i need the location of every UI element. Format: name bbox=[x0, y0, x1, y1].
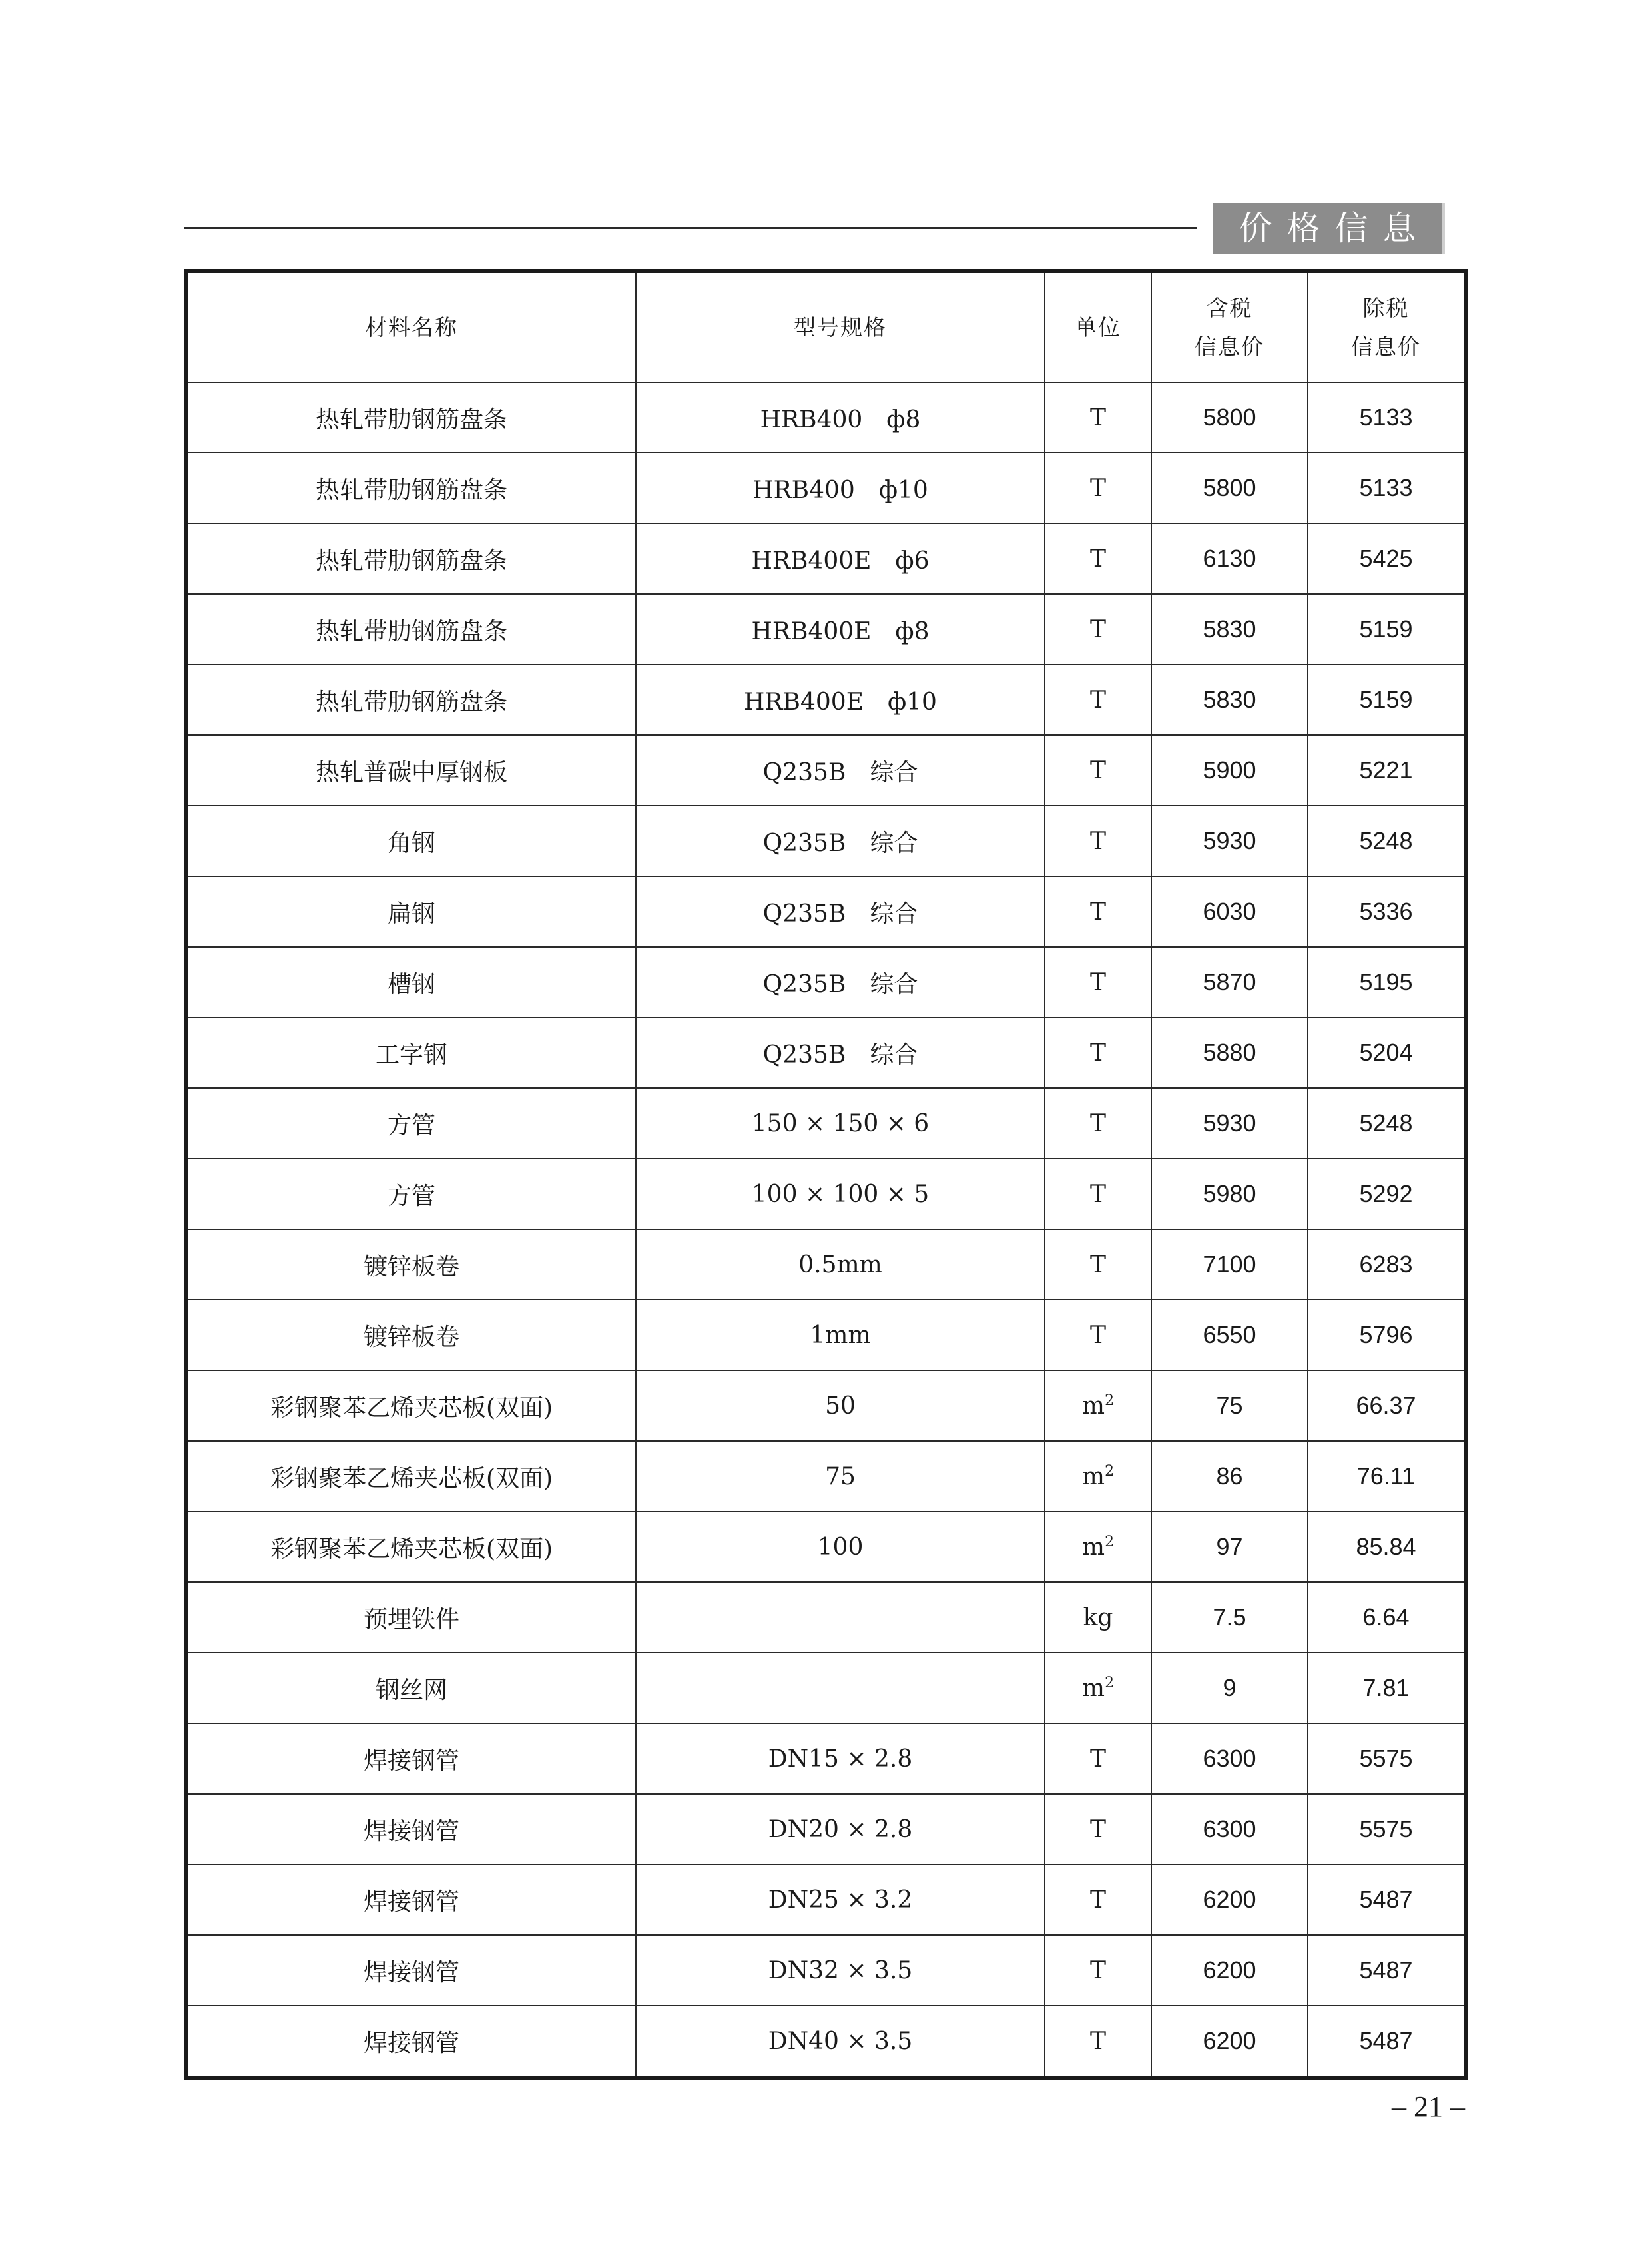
unit-cell bbox=[1045, 594, 1151, 665]
unit-label: T bbox=[1089, 1956, 1106, 1984]
table-row bbox=[186, 1512, 1466, 1582]
unit-cell bbox=[1045, 1512, 1151, 1582]
unit-label: T bbox=[1089, 1109, 1106, 1137]
material-name-cell: 扁钢 bbox=[186, 876, 636, 947]
unit-cell bbox=[1045, 1441, 1151, 1512]
column-header-tax-excl-line2: 信息价 bbox=[1351, 333, 1421, 360]
tax-incl-price-cell: 6300 bbox=[1151, 1723, 1308, 1794]
tax-incl-price-cell: 5830 bbox=[1151, 665, 1308, 735]
spec-cell: HRB400E ф8 bbox=[636, 594, 1045, 665]
unit-cell bbox=[1045, 1723, 1151, 1794]
header-rule bbox=[184, 227, 1197, 229]
tax-excl-price-cell: 5159 bbox=[1308, 665, 1466, 735]
unit-cell bbox=[1045, 1935, 1151, 2006]
material-name-cell: 焊接钢管 bbox=[186, 1935, 636, 2006]
tax-excl-price-cell: 5487 bbox=[1308, 1864, 1466, 1935]
unit-cell bbox=[1045, 1582, 1151, 1653]
spec-cell: Q235B 综合 bbox=[636, 876, 1045, 947]
column-header-unit bbox=[1045, 271, 1151, 382]
table-row bbox=[186, 453, 1466, 523]
tax-incl-price-cell: 7.5 bbox=[1151, 1582, 1308, 1653]
table-row bbox=[186, 1441, 1466, 1512]
tax-excl-price-cell: 6283 bbox=[1308, 1229, 1466, 1300]
price-table bbox=[184, 269, 1468, 2080]
table-row bbox=[186, 1017, 1466, 1088]
material-name-cell: 焊接钢管 bbox=[186, 1864, 636, 1935]
material-name-cell: 彩钢聚苯乙烯夹芯板(双面) bbox=[186, 1370, 636, 1441]
table-row bbox=[186, 1582, 1466, 1653]
column-header-tax-excl-price bbox=[1308, 271, 1466, 382]
tax-excl-price-cell: 5487 bbox=[1308, 2006, 1466, 2078]
unit-cell bbox=[1045, 947, 1151, 1017]
material-name-cell: 工字钢 bbox=[186, 1017, 636, 1088]
table-row bbox=[186, 594, 1466, 665]
unit-label: T bbox=[1089, 404, 1106, 431]
table-body bbox=[186, 382, 1466, 2078]
tax-incl-price-cell: 6200 bbox=[1151, 1864, 1308, 1935]
column-header-name-label: 材料名称 bbox=[365, 314, 458, 340]
material-name-cell: 彩钢聚苯乙烯夹芯板(双面) bbox=[186, 1512, 636, 1582]
table-row bbox=[186, 1794, 1466, 1864]
unit-cell bbox=[1045, 665, 1151, 735]
tax-excl-price-cell: 5133 bbox=[1308, 453, 1466, 523]
tax-excl-price-cell: 76.11 bbox=[1308, 1441, 1466, 1512]
spec-cell: 1mm bbox=[636, 1300, 1045, 1370]
table-row bbox=[186, 947, 1466, 1017]
unit-label: T bbox=[1089, 474, 1106, 502]
unit-cell bbox=[1045, 1794, 1151, 1864]
unit-label: T bbox=[1089, 898, 1106, 926]
material-name-cell: 焊接钢管 bbox=[186, 1723, 636, 1794]
table-row bbox=[186, 382, 1466, 453]
spec-cell: Q235B 综合 bbox=[636, 735, 1045, 806]
tax-incl-price-cell: 6200 bbox=[1151, 2006, 1308, 2078]
unit-label: m bbox=[1081, 1674, 1105, 1702]
unit-label: T bbox=[1089, 1815, 1106, 1843]
tax-excl-price-cell: 5248 bbox=[1308, 1088, 1466, 1159]
tax-incl-price-cell: 5830 bbox=[1151, 594, 1308, 665]
unit-cell bbox=[1045, 1159, 1151, 1229]
material-name-cell: 热轧带肋钢筋盘条 bbox=[186, 523, 636, 594]
tax-excl-price-cell: 5336 bbox=[1308, 876, 1466, 947]
tax-incl-price-cell: 6550 bbox=[1151, 1300, 1308, 1370]
material-name-cell: 预埋铁件 bbox=[186, 1582, 636, 1653]
spec-cell bbox=[636, 1582, 1045, 1653]
column-header-spec-label: 型号规格 bbox=[794, 314, 887, 340]
table-row bbox=[186, 1229, 1466, 1300]
column-header-spec bbox=[636, 271, 1045, 382]
material-name-cell: 热轧带肋钢筋盘条 bbox=[186, 594, 636, 665]
tax-incl-price-cell: 6130 bbox=[1151, 523, 1308, 594]
tax-excl-price-cell: 5204 bbox=[1308, 1017, 1466, 1088]
column-header-tax-incl-line1: 含税 bbox=[1206, 294, 1253, 321]
spec-cell: Q235B 综合 bbox=[636, 947, 1045, 1017]
unit-cell bbox=[1045, 735, 1151, 806]
tax-incl-price-cell: 6300 bbox=[1151, 1794, 1308, 1864]
unit-cell bbox=[1045, 876, 1151, 947]
table-row bbox=[186, 1088, 1466, 1159]
material-name-cell: 热轧带肋钢筋盘条 bbox=[186, 382, 636, 453]
tax-excl-price-cell: 7.81 bbox=[1308, 1653, 1466, 1723]
unit-exponent: 2 bbox=[1105, 1674, 1115, 1691]
spec-cell bbox=[636, 1653, 1045, 1723]
unit-cell bbox=[1045, 382, 1151, 453]
tax-incl-price-cell: 7100 bbox=[1151, 1229, 1308, 1300]
table-header-row bbox=[186, 271, 1466, 382]
tax-excl-price-cell: 5425 bbox=[1308, 523, 1466, 594]
unit-label: T bbox=[1089, 1180, 1106, 1208]
unit-label: T bbox=[1089, 615, 1106, 643]
spec-cell: Q235B 综合 bbox=[636, 1017, 1045, 1088]
unit-cell bbox=[1045, 523, 1151, 594]
unit-cell bbox=[1045, 806, 1151, 876]
material-name-cell: 方管 bbox=[186, 1088, 636, 1159]
material-name-cell: 热轧带肋钢筋盘条 bbox=[186, 453, 636, 523]
material-name-cell: 方管 bbox=[186, 1159, 636, 1229]
unit-cell bbox=[1045, 1370, 1151, 1441]
material-name-cell: 热轧普碳中厚钢板 bbox=[186, 735, 636, 806]
tax-incl-price-cell: 6200 bbox=[1151, 1935, 1308, 2006]
spec-cell: DN25 × 3.2 bbox=[636, 1864, 1045, 1935]
table-row bbox=[186, 806, 1466, 876]
tax-excl-price-cell: 85.84 bbox=[1308, 1512, 1466, 1582]
spec-cell: DN20 × 2.8 bbox=[636, 1794, 1045, 1864]
column-header-tax-incl-price bbox=[1151, 271, 1308, 382]
spec-cell: DN40 × 3.5 bbox=[636, 2006, 1045, 2078]
tax-excl-price-cell: 5195 bbox=[1308, 947, 1466, 1017]
table-row bbox=[186, 1723, 1466, 1794]
tax-incl-price-cell: 5900 bbox=[1151, 735, 1308, 806]
unit-label: T bbox=[1089, 1321, 1106, 1349]
tax-excl-price-cell: 5292 bbox=[1308, 1159, 1466, 1229]
material-name-cell: 镀锌板卷 bbox=[186, 1300, 636, 1370]
material-name-cell: 镀锌板卷 bbox=[186, 1229, 636, 1300]
unit-exponent: 2 bbox=[1105, 1533, 1115, 1550]
unit-label: T bbox=[1089, 545, 1106, 573]
tax-incl-price-cell: 97 bbox=[1151, 1512, 1308, 1582]
table-row bbox=[186, 1159, 1466, 1229]
tax-incl-price-cell: 9 bbox=[1151, 1653, 1308, 1723]
spec-cell: 100 bbox=[636, 1512, 1045, 1582]
table-row bbox=[186, 1370, 1466, 1441]
tax-excl-price-cell: 5221 bbox=[1308, 735, 1466, 806]
unit-label: T bbox=[1089, 2027, 1106, 2055]
tax-excl-price-cell: 5133 bbox=[1308, 382, 1466, 453]
tax-excl-price-cell: 5575 bbox=[1308, 1794, 1466, 1864]
tax-excl-price-cell: 6.64 bbox=[1308, 1582, 1466, 1653]
spec-cell: Q235B 综合 bbox=[636, 806, 1045, 876]
page-number: – 21 – bbox=[1392, 2090, 1465, 2123]
unit-cell bbox=[1045, 1653, 1151, 1723]
spec-cell: 100 × 100 × 5 bbox=[636, 1159, 1045, 1229]
tax-excl-price-cell: 5796 bbox=[1308, 1300, 1466, 1370]
unit-cell bbox=[1045, 1864, 1151, 1935]
tax-incl-price-cell: 86 bbox=[1151, 1441, 1308, 1512]
material-name-cell: 焊接钢管 bbox=[186, 1794, 636, 1864]
spec-cell: 50 bbox=[636, 1370, 1045, 1441]
tax-excl-price-cell: 66.37 bbox=[1308, 1370, 1466, 1441]
tax-incl-price-cell: 5930 bbox=[1151, 806, 1308, 876]
tax-excl-price-cell: 5487 bbox=[1308, 1935, 1466, 2006]
unit-cell bbox=[1045, 453, 1151, 523]
material-name-cell: 钢丝网 bbox=[186, 1653, 636, 1723]
table-row bbox=[186, 735, 1466, 806]
unit-label: m bbox=[1081, 1533, 1105, 1561]
spec-cell: 75 bbox=[636, 1441, 1045, 1512]
material-name-cell: 焊接钢管 bbox=[186, 2006, 636, 2078]
column-header-unit-label: 单位 bbox=[1075, 314, 1121, 340]
material-name-cell: 角钢 bbox=[186, 806, 636, 876]
material-name-cell: 槽钢 bbox=[186, 947, 636, 1017]
material-name-cell: 热轧带肋钢筋盘条 bbox=[186, 665, 636, 735]
unit-label: T bbox=[1089, 686, 1106, 714]
tax-incl-price-cell: 6030 bbox=[1151, 876, 1308, 947]
column-header-tax-incl-line2: 信息价 bbox=[1195, 333, 1264, 360]
table-row bbox=[186, 523, 1466, 594]
unit-cell bbox=[1045, 1300, 1151, 1370]
unit-label: T bbox=[1089, 1886, 1106, 1914]
unit-exponent: 2 bbox=[1105, 1392, 1115, 1409]
table-row bbox=[186, 1300, 1466, 1370]
tax-incl-price-cell: 5980 bbox=[1151, 1159, 1308, 1229]
table-row bbox=[186, 665, 1466, 735]
table-row bbox=[186, 1864, 1466, 1935]
spec-cell: HRB400 ф8 bbox=[636, 382, 1045, 453]
tax-excl-price-cell: 5159 bbox=[1308, 594, 1466, 665]
unit-cell bbox=[1045, 1017, 1151, 1088]
tax-incl-price-cell: 5870 bbox=[1151, 947, 1308, 1017]
unit-exponent: 2 bbox=[1105, 1462, 1115, 1480]
unit-label: m bbox=[1081, 1462, 1105, 1490]
spec-cell: HRB400E ф10 bbox=[636, 665, 1045, 735]
column-header-name bbox=[186, 271, 636, 382]
spec-cell: HRB400 ф10 bbox=[636, 453, 1045, 523]
spec-cell: DN15 × 2.8 bbox=[636, 1723, 1045, 1794]
section-title: 价格信息 bbox=[1213, 203, 1445, 254]
unit-label: T bbox=[1089, 756, 1106, 784]
table-row bbox=[186, 2006, 1466, 2078]
tax-incl-price-cell: 5800 bbox=[1151, 382, 1308, 453]
spec-cell: 150 × 150 × 6 bbox=[636, 1088, 1045, 1159]
table-row bbox=[186, 1653, 1466, 1723]
unit-label: T bbox=[1089, 968, 1106, 996]
tax-incl-price-cell: 5930 bbox=[1151, 1088, 1308, 1159]
unit-cell bbox=[1045, 2006, 1151, 2078]
tax-excl-price-cell: 5248 bbox=[1308, 806, 1466, 876]
column-header-tax-excl-line1: 除税 bbox=[1362, 294, 1410, 321]
tax-incl-price-cell: 5800 bbox=[1151, 453, 1308, 523]
unit-label: m bbox=[1081, 1392, 1105, 1420]
spec-cell: HRB400E ф6 bbox=[636, 523, 1045, 594]
unit-label: T bbox=[1089, 1039, 1106, 1067]
table-row bbox=[186, 1935, 1466, 2006]
unit-label: T bbox=[1089, 1745, 1106, 1773]
tax-incl-price-cell: 75 bbox=[1151, 1370, 1308, 1441]
spec-cell: 0.5mm bbox=[636, 1229, 1045, 1300]
tax-incl-price-cell: 5880 bbox=[1151, 1017, 1308, 1088]
spec-cell: DN32 × 3.5 bbox=[636, 1935, 1045, 2006]
unit-cell bbox=[1045, 1229, 1151, 1300]
unit-label: T bbox=[1089, 1251, 1106, 1278]
unit-cell bbox=[1045, 1088, 1151, 1159]
unit-label: kg bbox=[1083, 1603, 1113, 1631]
tax-excl-price-cell: 5575 bbox=[1308, 1723, 1466, 1794]
table-row bbox=[186, 876, 1466, 947]
unit-label: T bbox=[1089, 827, 1106, 855]
material-name-cell: 彩钢聚苯乙烯夹芯板(双面) bbox=[186, 1441, 636, 1512]
